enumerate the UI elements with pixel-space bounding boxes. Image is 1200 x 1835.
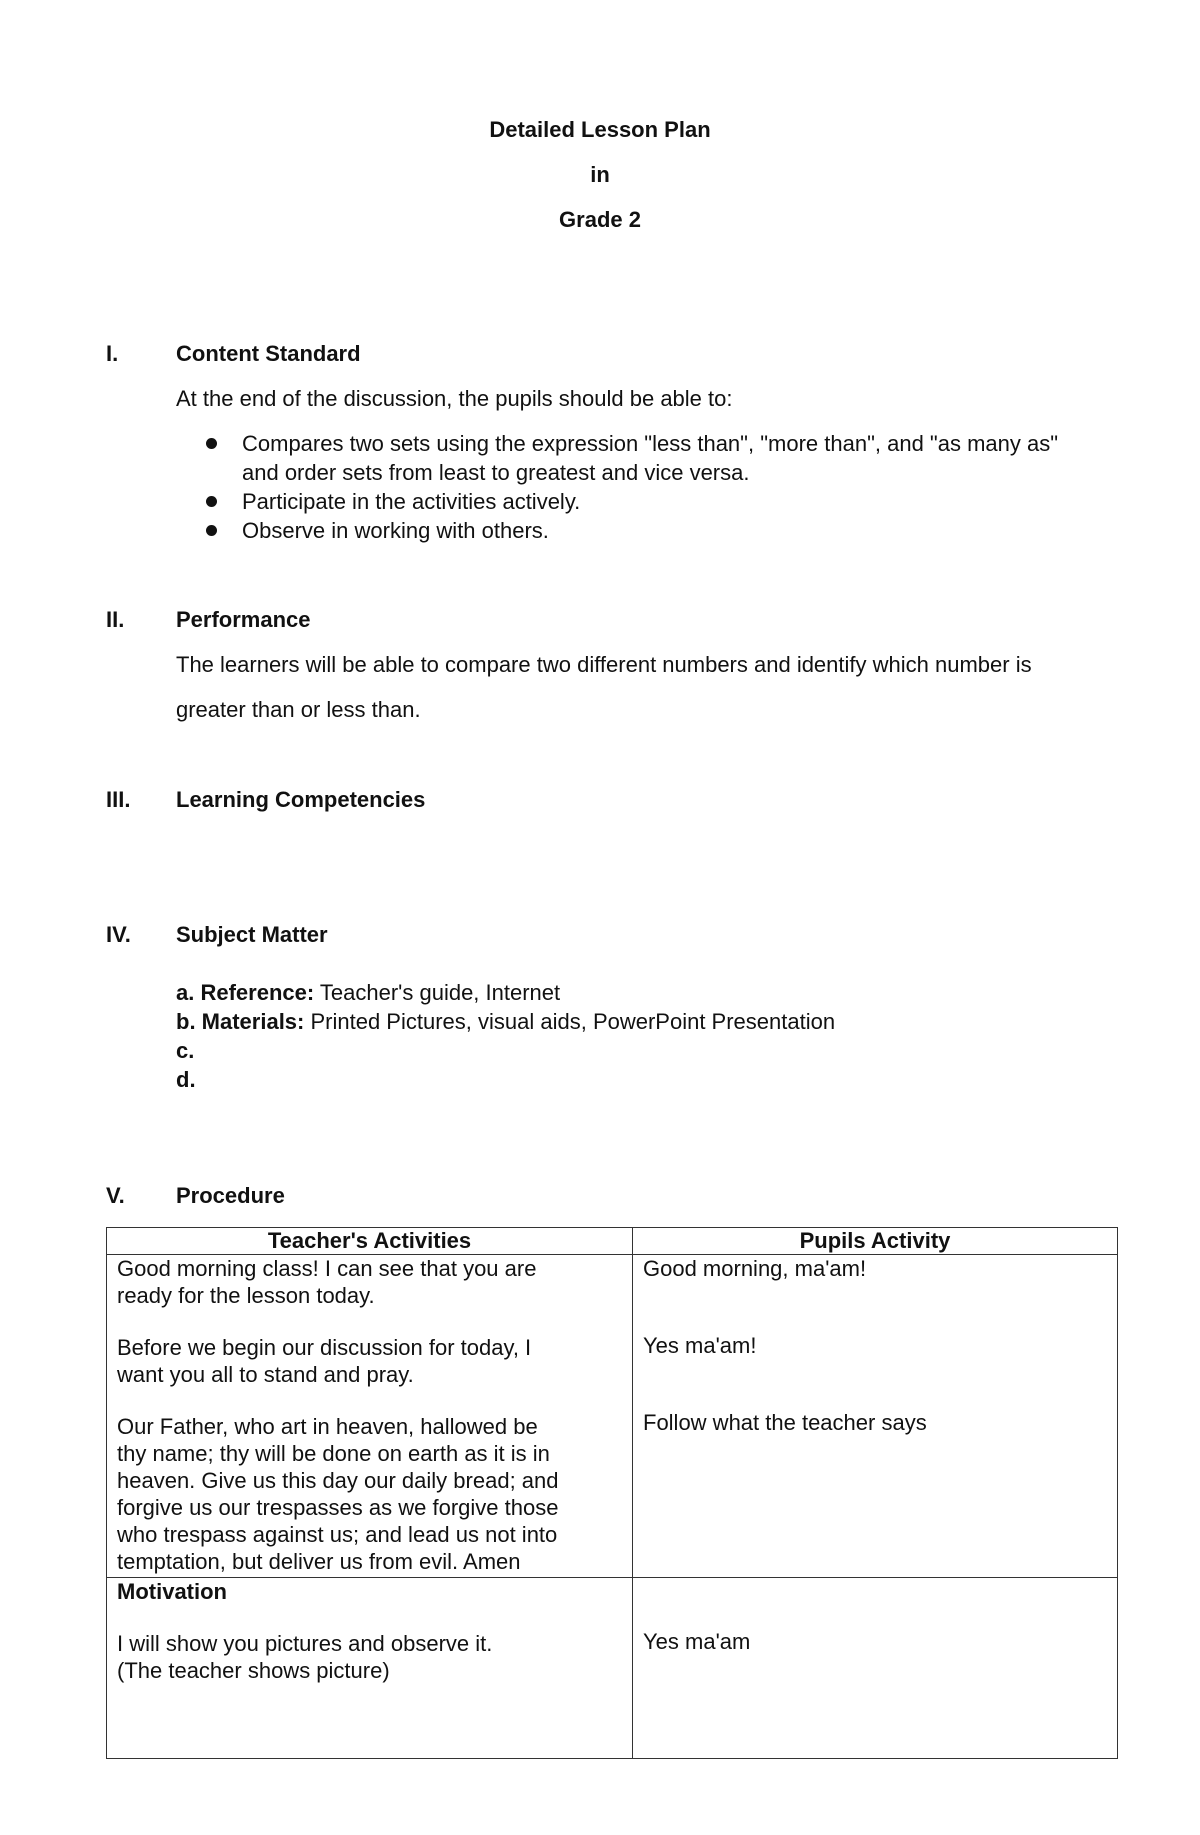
teacher-line: ready for the lesson today. xyxy=(117,1283,375,1308)
teacher-line: want you all to stand and pray. xyxy=(117,1362,414,1387)
prayer-line: forgive us our trespasses as we forgive those xyxy=(117,1495,559,1520)
prayer-line: temptation, but deliver us from evil. Amen xyxy=(117,1549,521,1574)
teacher-line: Good morning class! I can see that you are xyxy=(117,1256,537,1281)
doc-title: Detailed Lesson Plan xyxy=(489,117,711,142)
section-4-heading: Subject Matter xyxy=(176,922,328,947)
doc-title-grade: Grade 2 xyxy=(559,207,641,232)
prayer-line: Our Father, who art in heaven, hallowed be xyxy=(117,1414,538,1439)
pupil-response: Follow what the teacher says xyxy=(643,1410,927,1435)
section-3-heading: Learning Competencies xyxy=(176,787,426,812)
section-2-text: The learners will be able to compare two different numbers and identify which number is xyxy=(176,652,1032,677)
pupil-response: Yes ma'am xyxy=(643,1629,751,1654)
section-3-numeral: III. xyxy=(106,787,131,812)
section-2-numeral: II. xyxy=(106,607,125,632)
bullet-item-1: Compares two sets using the expression "less than", "more than", and "as many as" xyxy=(242,431,1059,456)
subject-materials-value: Printed Pictures, visual aids, PowerPoint Presentation xyxy=(304,1009,836,1034)
bullet-icon xyxy=(206,438,217,449)
bullet-item-1-cont: and order sets from least to greatest and vice versa. xyxy=(242,460,750,485)
spacer xyxy=(643,1282,1107,1332)
teacher-activities-header: Teacher's Activities xyxy=(107,1228,633,1255)
teacher-cell xyxy=(107,1578,633,1759)
spacer xyxy=(117,1388,622,1413)
doc-title-in: in xyxy=(590,162,610,187)
subject-reference-value: Teacher's guide, Internet xyxy=(314,980,561,1005)
motivation-heading: Motivation xyxy=(117,1579,227,1604)
prayer-line: heaven. Give us this day our daily bread; and xyxy=(117,1468,559,1493)
section-5-heading: Procedure xyxy=(176,1183,285,1208)
section-2-heading: Performance xyxy=(176,607,311,632)
teacher-line: Before we begin our discussion for today, I xyxy=(117,1335,532,1360)
procedure-table xyxy=(106,1227,1118,1759)
table-header-row xyxy=(107,1228,1118,1255)
bullet-icon xyxy=(206,496,217,507)
pupil-response: Yes ma'am! xyxy=(643,1333,757,1358)
prayer-line: who trespass against us; and lead us not into xyxy=(117,1522,558,1547)
table-row xyxy=(107,1578,1118,1759)
spacer xyxy=(117,1605,622,1630)
section-2-text-cont: greater than or less than. xyxy=(176,697,421,722)
teacher-line: (The teacher shows picture) xyxy=(117,1658,390,1683)
section-1-numeral: I. xyxy=(106,341,119,366)
subject-item-c: c. xyxy=(176,1038,195,1063)
spacer xyxy=(643,1359,1107,1409)
subject-item-d: d. xyxy=(176,1067,196,1092)
subject-reference xyxy=(176,980,560,1006)
bullet-item-2: Participate in the activities actively. xyxy=(242,489,581,514)
section-5-numeral: V. xyxy=(106,1183,125,1208)
spacer xyxy=(117,1309,622,1334)
prayer-line: thy name; thy will be done on earth as it is in xyxy=(117,1441,550,1466)
teacher-line: I will show you pictures and observe it. xyxy=(117,1631,493,1656)
section-1-intro: At the end of the discussion, the pupils should be able to: xyxy=(176,386,733,411)
section-4-numeral: IV. xyxy=(106,922,131,947)
bullet-icon xyxy=(206,525,217,536)
teacher-cell xyxy=(107,1255,633,1578)
bullet-item-3: Observe in working with others. xyxy=(242,518,549,543)
section-1-heading: Content Standard xyxy=(176,341,361,366)
subject-materials xyxy=(176,1009,835,1035)
spacer xyxy=(643,1578,1107,1628)
table-row xyxy=(107,1255,1118,1578)
pupils-cell xyxy=(633,1578,1118,1759)
subject-reference-label: a. Reference: xyxy=(176,980,315,1005)
pupil-response: Good morning, ma'am! xyxy=(643,1256,867,1281)
subject-materials-label: b. Materials: xyxy=(176,1009,305,1034)
pupils-activity-header: Pupils Activity xyxy=(633,1228,1118,1255)
pupils-cell xyxy=(633,1255,1118,1578)
